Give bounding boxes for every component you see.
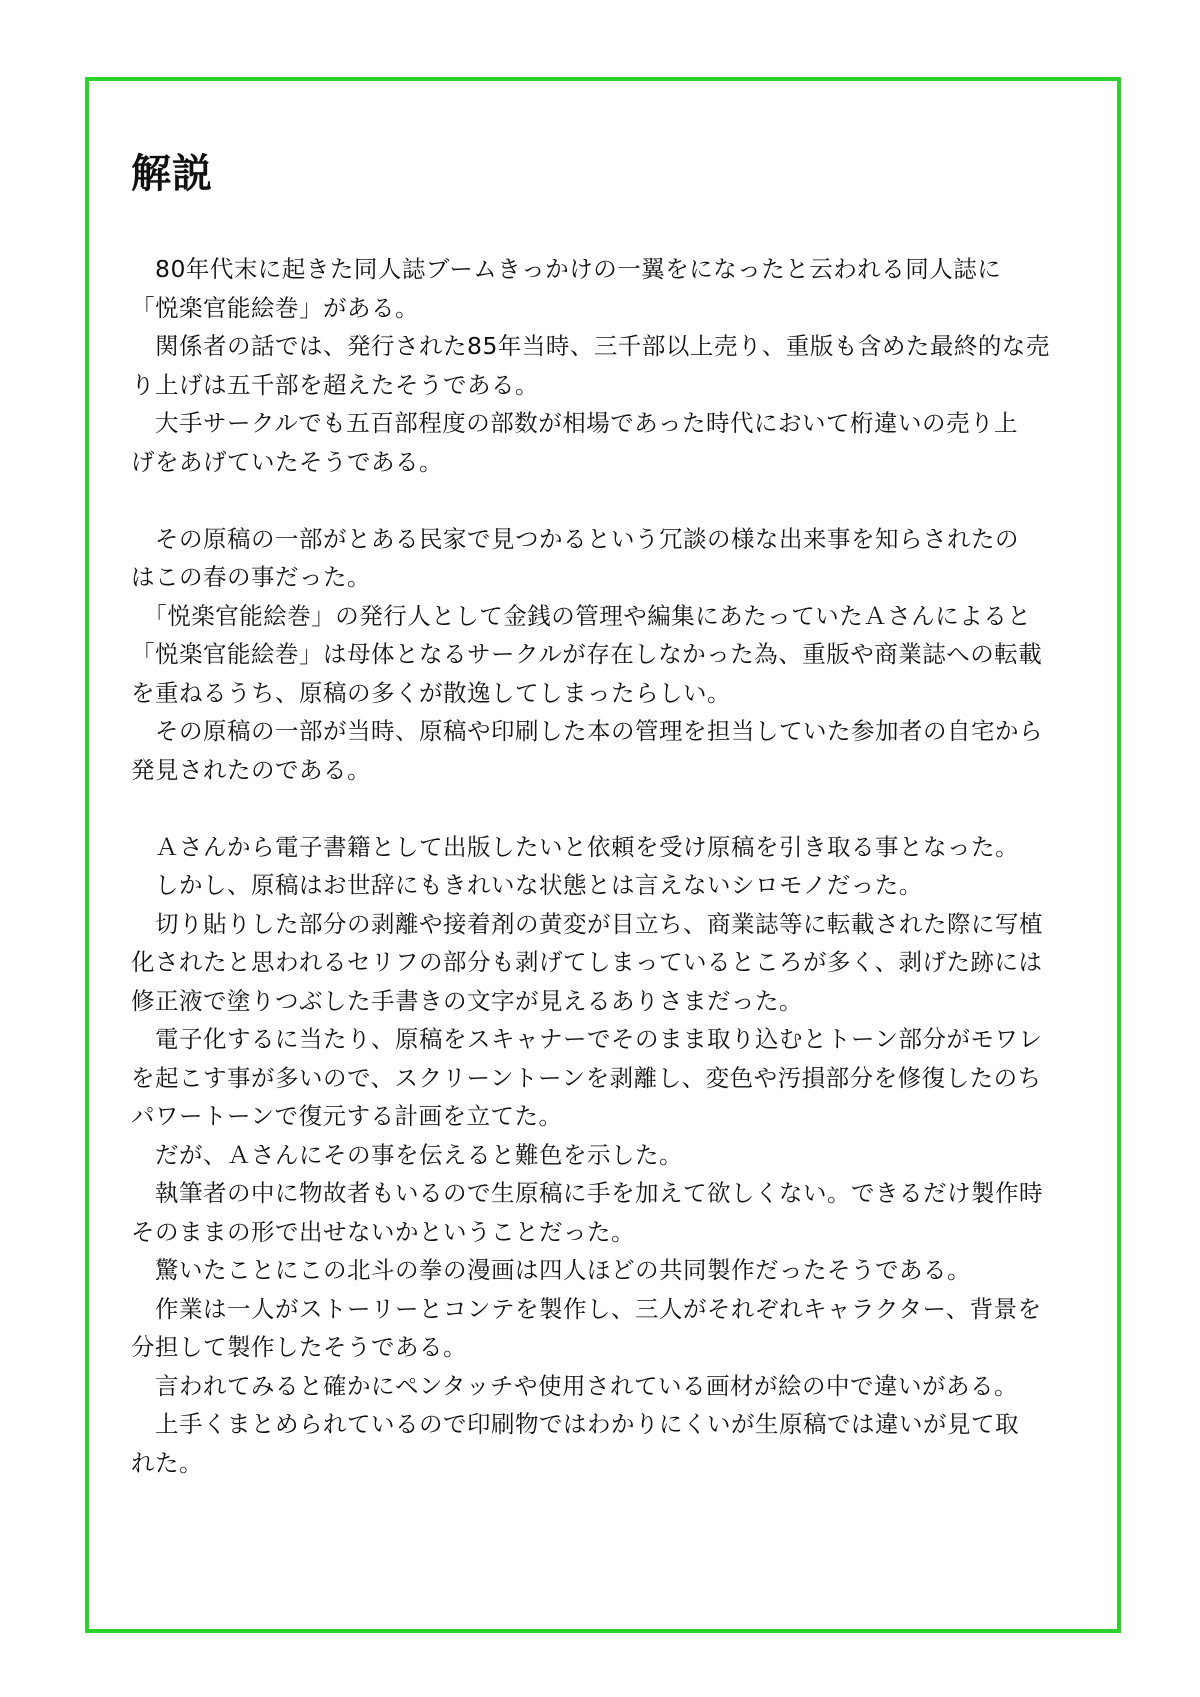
text-line: げをあげていたそうである。 <box>131 447 443 476</box>
text-line: れた。 <box>131 1448 203 1477</box>
text-line: 分担して製作したそうである。 <box>131 1333 467 1361</box>
commentary-body <box>131 250 1091 1482</box>
text-line: 80年代末に起きた同人誌ブームきっかけの一翼をになったと云われる同人誌に <box>131 255 1002 283</box>
text-line: Ａさんから電子書籍として出版したいと依頼を受け原稿を引き取る事となった。 <box>131 832 1019 861</box>
text-line: 修正液で塗りつぶした手書きの文字が見えるありさまだった。 <box>131 986 803 1015</box>
text-line: 「悦楽官能絵巻」の発行人として金銭の管理や編集にあたっていたＡさんによると <box>131 601 1032 630</box>
text-line: はこの春の事だった。 <box>131 563 371 591</box>
text-line: 関係者の話では、発行された85年当時、三千部以上売り、重版も含めた最終的な売 <box>131 332 1050 360</box>
text-line: 言われてみると確かにペンタッチや使用されている画材が絵の中で違いがある。 <box>131 1371 1019 1400</box>
text-line: 上手くまとめられているので印刷物ではわかりにくいが生原稿では違いが見て取 <box>131 1410 1019 1438</box>
text-line: そのままの形で出せないかということだった。 <box>131 1217 635 1246</box>
paragraph-gap <box>131 481 1091 520</box>
text-line: しかし、原稿はお世辞にもきれいな状態とは言えないシロモノだった。 <box>131 871 923 899</box>
text-line: その原稿の一部が当時、原稿や印刷した本の管理を担当していた参加者の自宅から <box>131 717 1043 745</box>
text-line: 執筆者の中に物故者もいるので生原稿に手を加えて欲しくない。できるだけ製作時 <box>131 1179 1043 1207</box>
text-line: り上げは五千部を超えたそうである。 <box>131 370 539 399</box>
text-line: だが、Ａさんにその事を伝えると難色を示した。 <box>131 1140 683 1169</box>
text-line: を重ねるうち、原稿の多くが散逸してしまったらしい。 <box>131 678 731 707</box>
text-line: 作業は一人がストーリーとコンテを製作し、三人がそれぞれキャラクター、背景を <box>131 1294 1042 1323</box>
text-line: パワートーンで復元する計画を立てた。 <box>131 1102 563 1130</box>
text-line: を起こす事が多いので、スクリーントーンを剥離し、変色や汚損部分を修復したのち <box>131 1063 1042 1092</box>
page-title: 解説 <box>131 151 213 197</box>
text-line: 化されたと思われるセリフの部分も剥げてしまっているところが多く、剥げた跡には <box>131 948 1043 976</box>
text-line: その原稿の一部がとある民家で見つかるという冗談の様な出来事を知らされたの <box>131 524 1019 553</box>
text-line: 驚いたことにこの北斗の拳の漫画は四人ほどの共同製作だったそうである。 <box>131 1256 971 1284</box>
text-line: 「悦楽官能絵巻」がある。 <box>131 293 419 322</box>
text-line: 電子化するに当たり、原稿をスキャナーでそのまま取り込むとトーン部分がモワレ <box>131 1025 1043 1053</box>
paragraph-gap <box>131 789 1091 828</box>
text-line: 切り貼りした部分の剥離や接着剤の黄変が目立ち、商業誌等に転載された際に写植 <box>131 909 1043 938</box>
text-line: 発見されたのである。 <box>131 755 371 784</box>
text-line: 大手サークルでも五百部程度の部数が相場であった時代において桁違いの売り上 <box>131 409 1019 437</box>
text-line: 「悦楽官能絵巻」は母体となるサークルが存在しなかった為、重版や商業誌への転載 <box>131 640 1043 668</box>
